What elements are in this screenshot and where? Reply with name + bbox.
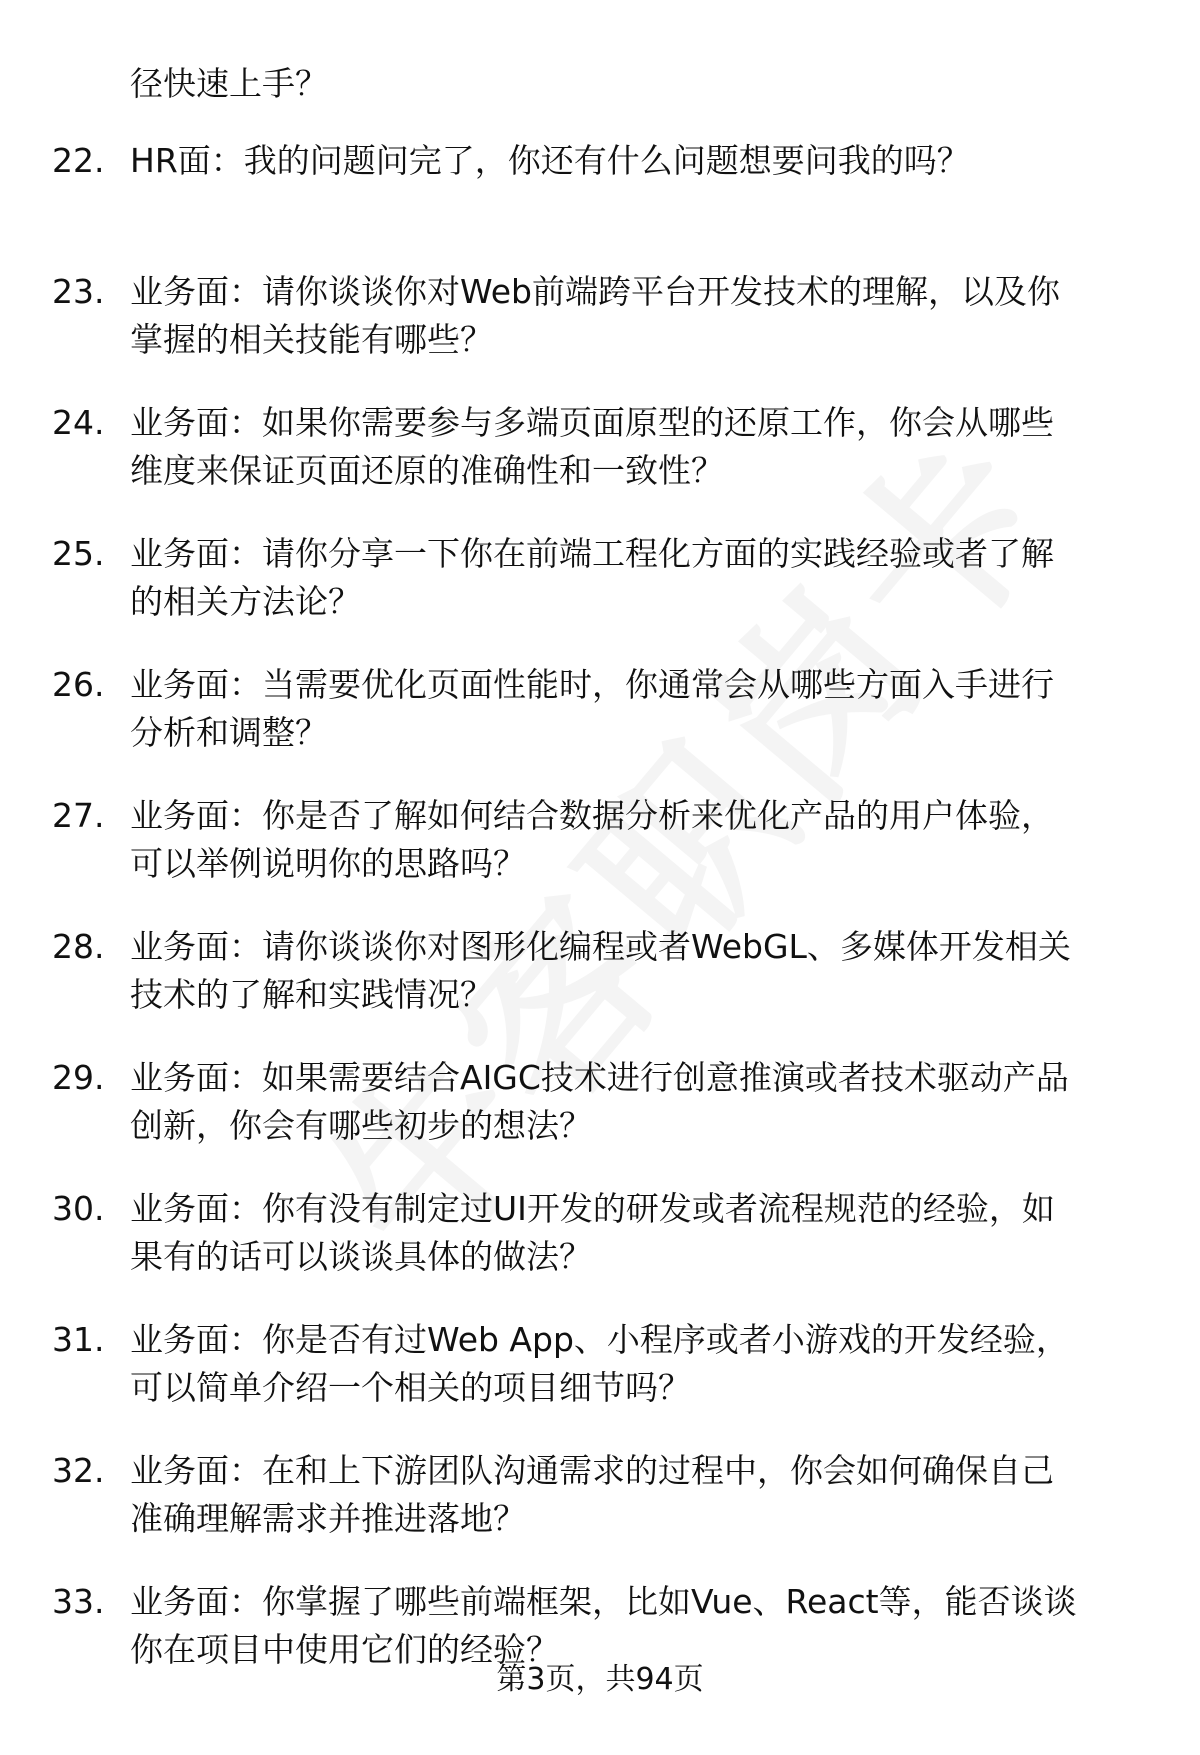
- question-item: [0, 923, 1200, 1054]
- question-number: 25.: [52, 534, 105, 573]
- question-item: [0, 1447, 1200, 1578]
- question-item: [0, 399, 1200, 530]
- question-text-line: 技术的了解和实践情况？: [130, 975, 493, 1014]
- question-text-line: 分析和调整？: [130, 713, 328, 752]
- question-text: [130, 137, 1160, 185]
- question-item: [0, 1185, 1200, 1316]
- question-text: [130, 530, 1160, 626]
- question-item: [0, 530, 1200, 661]
- question-text-line: 业务面：请你谈谈你对Web前端跨平台开发技术的理解，以及你: [130, 272, 1060, 311]
- page-footer: 第3页，共94页: [496, 1662, 704, 1697]
- question-number: 27.: [52, 796, 105, 835]
- question-number: 24.: [52, 403, 105, 442]
- question-number: 22.: [52, 141, 105, 180]
- question-list: [0, 137, 1200, 1709]
- question-text-line: 准确理解需求并推进落地？: [130, 1499, 526, 1538]
- question-item: [0, 1316, 1200, 1447]
- question-text-line: 可以简单介绍一个相关的项目细节吗？: [130, 1368, 691, 1407]
- question-text-line: 果有的话可以谈谈具体的做法？: [130, 1237, 592, 1276]
- question-text-line: 维度来保证页面还原的准确性和一致性？: [130, 451, 724, 490]
- question-text-line: 业务面：请你分享一下你在前端工程化方面的实践经验或者了解: [130, 534, 1054, 573]
- question-text-line: 业务面：请你谈谈你对图形化编程或者WebGL、多媒体开发相关: [130, 927, 1071, 966]
- question-text-line: 业务面：你是否了解如何结合数据分析来优化产品的用户体验，: [130, 796, 1054, 835]
- question-text-line: 业务面：在和上下游团队沟通需求的过程中，你会如何确保自己: [130, 1451, 1054, 1490]
- question-text: [130, 399, 1160, 495]
- question-text-line: 业务面：如果需要结合AIGC技术进行创意推演或者技术驱动产品: [130, 1058, 1069, 1097]
- question-number: 26.: [52, 665, 105, 704]
- question-item: [0, 661, 1200, 792]
- question-number: 28.: [52, 927, 105, 966]
- question-item: [0, 137, 1200, 268]
- continued-question-text: 径快速上手？: [130, 64, 328, 103]
- question-text: [130, 268, 1160, 364]
- question-text-line: 业务面：如果你需要参与多端页面原型的还原工作，你会从哪些: [130, 403, 1054, 442]
- question-text-line: 业务面：你是否有过Web App、小程序或者小游戏的开发经验，: [130, 1320, 1069, 1359]
- question-number: 30.: [52, 1189, 105, 1228]
- question-number: 33.: [52, 1582, 105, 1621]
- question-text: [130, 1316, 1160, 1412]
- question-text-line: 业务面：你掌握了哪些前端框架，比如Vue、React等，能否谈谈: [130, 1582, 1077, 1621]
- question-text-line: HR面：我的问题问完了，你还有什么问题想要问我的吗？: [130, 141, 970, 180]
- question-text-line: 的相关方法论？: [130, 582, 361, 621]
- question-text: [130, 792, 1160, 888]
- question-text-line: 可以举例说明你的思路吗？: [130, 844, 526, 883]
- question-number: 32.: [52, 1451, 105, 1490]
- question-item: [0, 1054, 1200, 1185]
- question-text-line: 创新，你会有哪些初步的想法？: [130, 1106, 592, 1145]
- question-number: 29.: [52, 1058, 105, 1097]
- question-text-line: 业务面：当需要优化页面性能时，你通常会从哪些方面入手进行: [130, 665, 1054, 704]
- question-text: [130, 1054, 1160, 1150]
- question-text-line: 掌握的相关技能有哪些？: [130, 320, 493, 359]
- question-number: 31.: [52, 1320, 105, 1359]
- question-number: 23.: [52, 272, 105, 311]
- question-text: [130, 1447, 1160, 1543]
- question-text: [130, 661, 1160, 757]
- question-text-line: 你在项目中使用它们的经验？: [130, 1630, 559, 1669]
- question-text: [130, 1185, 1160, 1281]
- question-text: [130, 923, 1160, 1019]
- question-item: [0, 792, 1200, 923]
- question-text-line: 业务面：你有没有制定过UI开发的研发或者流程规范的经验，如: [130, 1189, 1055, 1228]
- question-item: [0, 268, 1200, 399]
